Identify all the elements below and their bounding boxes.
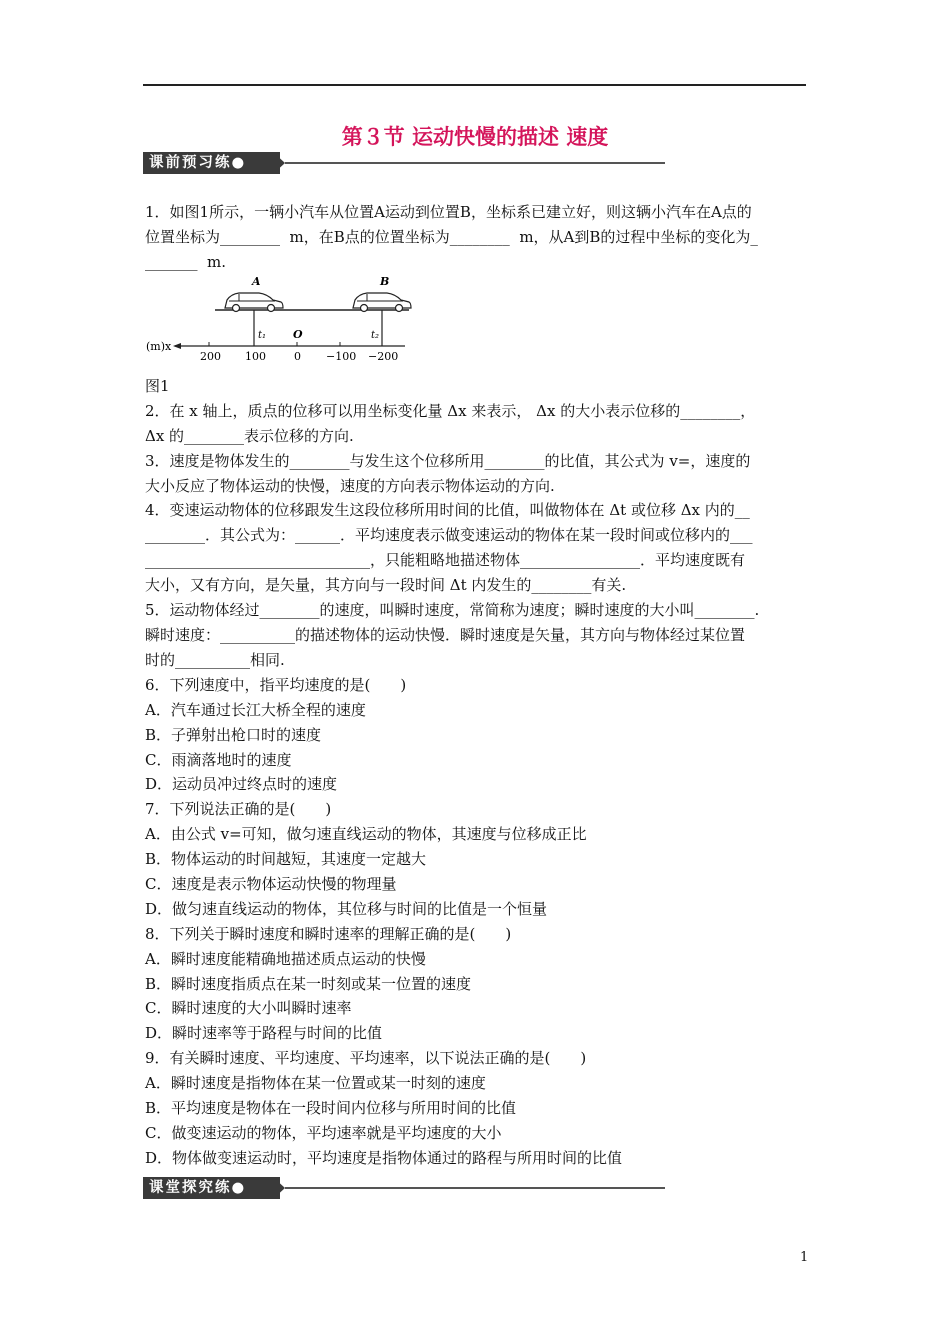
text-line: C．瞬时速度的大小叫瞬时速率 [145,999,352,1017]
text-line: 大小，又有方向，是矢量，其方向与一段时间 Δt 内发生的________有关. [145,576,627,594]
text-line: D．瞬时速率等于路程与时间的比值 [145,1024,383,1042]
text-line: 4．变速运动物体的位移跟发生这段位移所用时间的比值，叫做物体在 Δt 或位移 Δx 内的__ [145,501,750,519]
text-line: C．速度是表示物体运动快慢的物理量 [145,875,397,893]
text-line: 位置坐标为________ m，在B点的位置坐标为________ m，从A到B的过程中坐标的变化为_ [145,228,758,246]
section-rule [285,162,665,164]
figure-caption: 图1 [145,377,170,395]
text-line: 7．下列说法正确的是( ) [145,800,332,818]
text-line: Δx 的________表示位移的方向. [145,427,354,445]
tick-label: 100 [245,350,266,363]
axis-label: (m)x [146,340,172,353]
text-line: D．做匀速直线运动的物体，其位移与时间的比值是一个恒量 [145,900,548,918]
page-number: 1 [800,1250,809,1265]
text-line: 时的__________相同. [145,651,285,669]
label-t2: t₂ [371,330,380,341]
text-line: D．运动员冲过终点时的速度 [145,775,338,793]
figure-car-on-axis [143,272,413,368]
page-title: 第３节 运动快慢的描述 速度 [341,125,609,149]
text-line: 6．下列速度中，指平均速度的是( ) [145,676,407,694]
tick-label: 0 [294,350,301,363]
text-line: B．平均速度是物体在一段时间内位移与所用时间的比值 [145,1099,517,1117]
car-b-icon [353,293,411,312]
text-line: 9．有关瞬时速度、平均速度、平均速率，以下说法正确的是( ) [145,1049,587,1067]
text-line: C．做变速运动的物体，平均速率就是平均速度的大小 [145,1124,502,1142]
text-line: 1．如图1所示，一辆小汽车从位置A运动到位置B，坐标系已建立好，则这辆小汽车在A点的 [145,203,752,221]
tick-label: −100 [326,350,357,363]
text-line: _______ m. [145,253,227,271]
section-tab-label: 课堂探究练● [143,1177,280,1199]
text-line: D．物体做变速运动时，平均速度是指物体通过的路程与所用时间的比值 [145,1149,623,1167]
text-line: 3．速度是物体发生的________与发生这个位移所用________的比值，其公式为 v=，速度的 [145,452,751,470]
text-line: B．物体运动的时间越短，其速度一定越大 [145,850,427,868]
text-line: 8．下列关于瞬时速度和瞬时速率的理解正确的是( ) [145,925,512,943]
text-line: 5．运动物体经过________的速度，叫瞬时速度，常简称为速度；瞬时速度的大小叫________. [145,601,760,619]
text-line: B．子弹射出枪口时的速度 [145,726,322,744]
section-rule [285,1187,665,1189]
axis-arrow-icon [173,343,181,349]
label-b: B [380,275,390,288]
section-tab-arrow [273,152,285,174]
label-origin: O [293,328,303,341]
tick-label: −200 [368,350,399,363]
text-line: A．瞬时速度能精确地描述质点运动的快慢 [145,950,426,968]
text-line: C．雨滴落地时的速度 [145,751,292,769]
text-line: A．汽车通过长江大桥全程的速度 [145,701,366,719]
label-a: A [252,275,261,288]
text-line: 大小反应了物体运动的快慢，速度的方向表示物体运动的方向. [145,477,555,495]
text-line: 2．在 x 轴上，质点的位移可以用坐标变化量 Δx 来表示， Δx 的大小表示位移的________， [145,402,756,420]
top-rule [143,84,806,86]
text-line: B．瞬时速度指质点在某一时刻或某一位置的速度 [145,975,472,993]
tick-label: 200 [200,350,221,363]
label-t1: t₁ [258,330,267,341]
text-line: ________．其公式为：______．平均速度表示做变速运动的物体在某一段时间或位移内的___ [145,526,753,544]
section-tab-label: 课前预习练● [143,152,280,174]
text-line: 瞬时速度：__________的描述物体的运动快慢．瞬时速度是矢量，其方向与物体经过某位置 [145,626,746,644]
text-line: A．由公式 v=可知，做匀速直线运动的物体，其速度与位移成正比 [145,825,587,843]
text-line: ______________________________，只能粗略地描述物体________________．平均速度既有 [145,551,746,569]
car-a-icon [225,293,283,312]
section-tab-arrow [273,1177,285,1199]
text-line: A．瞬时速度是指物体在某一位置或某一时刻的速度 [145,1074,486,1092]
